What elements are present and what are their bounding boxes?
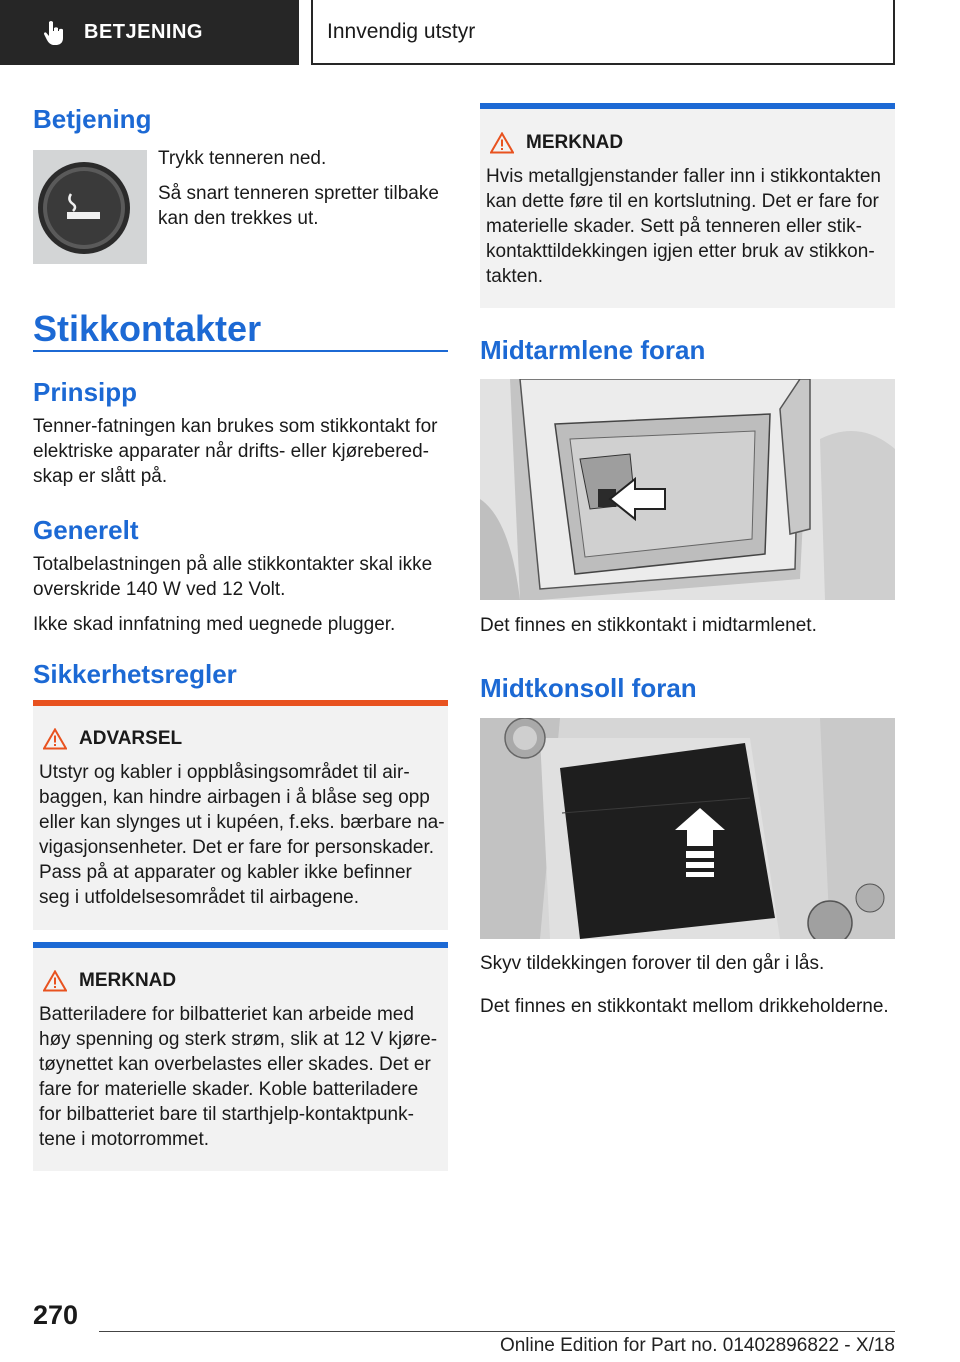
merknad-title xyxy=(43,970,176,992)
heading-rule xyxy=(33,350,448,352)
header-section-label: BETJENING xyxy=(84,21,203,43)
prinsipp-heading: Prinsipp xyxy=(33,377,138,407)
generelt-line: overskride 140 W ved 12 Volt. xyxy=(33,579,286,600)
merknad-title-label: MERKNAD xyxy=(79,970,177,991)
merknad-line: for bilbatteriet bare til starthjelp-kontaktpunk- xyxy=(39,1104,414,1125)
betjening-line: Trykk tenneren ned. xyxy=(158,148,327,169)
advarsel-title xyxy=(43,728,182,750)
merknad-line: kontakttildekkingen igjen etter bruk av stikkon- xyxy=(486,241,875,262)
warning-triangle-icon xyxy=(43,728,67,750)
betjening-line: Så snart tenneren spretter tilbake xyxy=(158,183,439,204)
prinsipp-line: skap er slått på. xyxy=(33,466,168,487)
advarsel-line: Pass på at apparater og kabler ikke befinner xyxy=(39,862,412,883)
midtkonsoll-heading: Midtkonsoll foran xyxy=(480,673,697,703)
prinsipp-line: Tenner-fatningen kan brukes som stikkontakt for xyxy=(33,416,438,437)
warning-triangle-icon xyxy=(43,970,67,992)
advarsel-line: baggen, kan hindre airbagen i å blåse seg opp xyxy=(39,787,430,808)
stikkontakter-heading: Stikkontakter xyxy=(33,308,262,349)
betjening-text xyxy=(158,146,448,231)
page-number: 270 xyxy=(33,1300,79,1330)
merknad-line: tøynettet kan overbelastes eller skades. Det er xyxy=(39,1054,431,1075)
advarsel-line: vigasjonsenheter. Det er fare for personskader. xyxy=(39,837,435,858)
midtkonsoll-text-2: Det finnes en stikkontakt mellom drikkeholderne. xyxy=(480,996,889,1017)
merknad-title-label: MERKNAD xyxy=(526,132,624,153)
merknad-line: takten. xyxy=(486,266,544,287)
warning-bar xyxy=(33,700,448,706)
betjening-heading: Betjening xyxy=(33,104,152,134)
generelt-line: Totalbelastningen på alle stikkontakter skal ikke xyxy=(33,554,433,575)
sikkerhetsregler-heading: Sikkerhetsregler xyxy=(33,659,237,689)
merknad-title xyxy=(490,132,623,154)
prinsipp-line: elektriske apparater når drifts- eller kjørebered- xyxy=(33,441,429,462)
betjening-line: kan den trekkes ut. xyxy=(158,208,319,229)
merknad-line: høy spenning og sterk strøm, slik at 12 V kjøre- xyxy=(39,1029,438,1050)
merknad-line: materielle skader. Sett på tenneren eller stik- xyxy=(486,216,862,237)
warning-triangle-icon xyxy=(490,132,514,154)
armrest-image xyxy=(480,379,895,600)
advarsel-title-label: ADVARSEL xyxy=(79,728,183,749)
console-image xyxy=(480,718,895,939)
merknad-line: Hvis metallgjenstander faller inn i stikkontakten xyxy=(486,166,881,187)
generelt-line: Ikke skad innfatning med uegnede plugger. xyxy=(33,614,396,635)
advarsel-line: seg i utfoldelsesområdet til airbagene. xyxy=(39,887,360,908)
merknad-line: fare for materielle skader. Koble batteriladere xyxy=(39,1079,419,1100)
advarsel-box xyxy=(33,700,448,930)
midtarmlene-heading: Midtarmlene foran xyxy=(480,335,706,365)
notice-bar xyxy=(33,942,448,948)
prinsipp-text xyxy=(33,414,453,489)
merknad-line: kan dette føre til en kortslutning. Det er fare for xyxy=(486,191,879,212)
advarsel-line: eller kan slynges ut i kupéen, f.eks. bærbare na- xyxy=(39,812,445,833)
merknad-text xyxy=(39,1002,449,1152)
merknad-box-left xyxy=(33,942,448,1171)
midtkonsoll-text-1: Skyv tildekkingen forover til den går i lås. xyxy=(480,953,825,974)
hand-pointer-icon xyxy=(40,19,68,47)
advarsel-line: Utstyr og kabler i oppblåsingsområdet til air- xyxy=(39,762,410,783)
header-topic-label: Innvendig utstyr xyxy=(327,19,476,43)
midtarmlene-text: Det finnes en stikkontakt i midtarmlenet. xyxy=(480,615,817,636)
generelt-heading: Generelt xyxy=(33,515,139,545)
merknad-line: Batteriladere for bilbatteriet kan arbeide med xyxy=(39,1004,414,1025)
merknad-box-right xyxy=(480,103,895,308)
lighter-image xyxy=(33,150,147,264)
merknad-line: tene i motorrommet. xyxy=(39,1129,209,1150)
merknad-text xyxy=(486,164,896,289)
notice-bar xyxy=(480,103,895,109)
footer-edition: Online Edition for Part no. 01402896822 - X/18 xyxy=(499,1335,895,1356)
generelt-text xyxy=(33,552,453,637)
header-topic-tab xyxy=(311,0,895,65)
advarsel-text xyxy=(39,760,449,910)
header-section-tab xyxy=(0,0,299,65)
footer-rule xyxy=(99,1331,895,1332)
